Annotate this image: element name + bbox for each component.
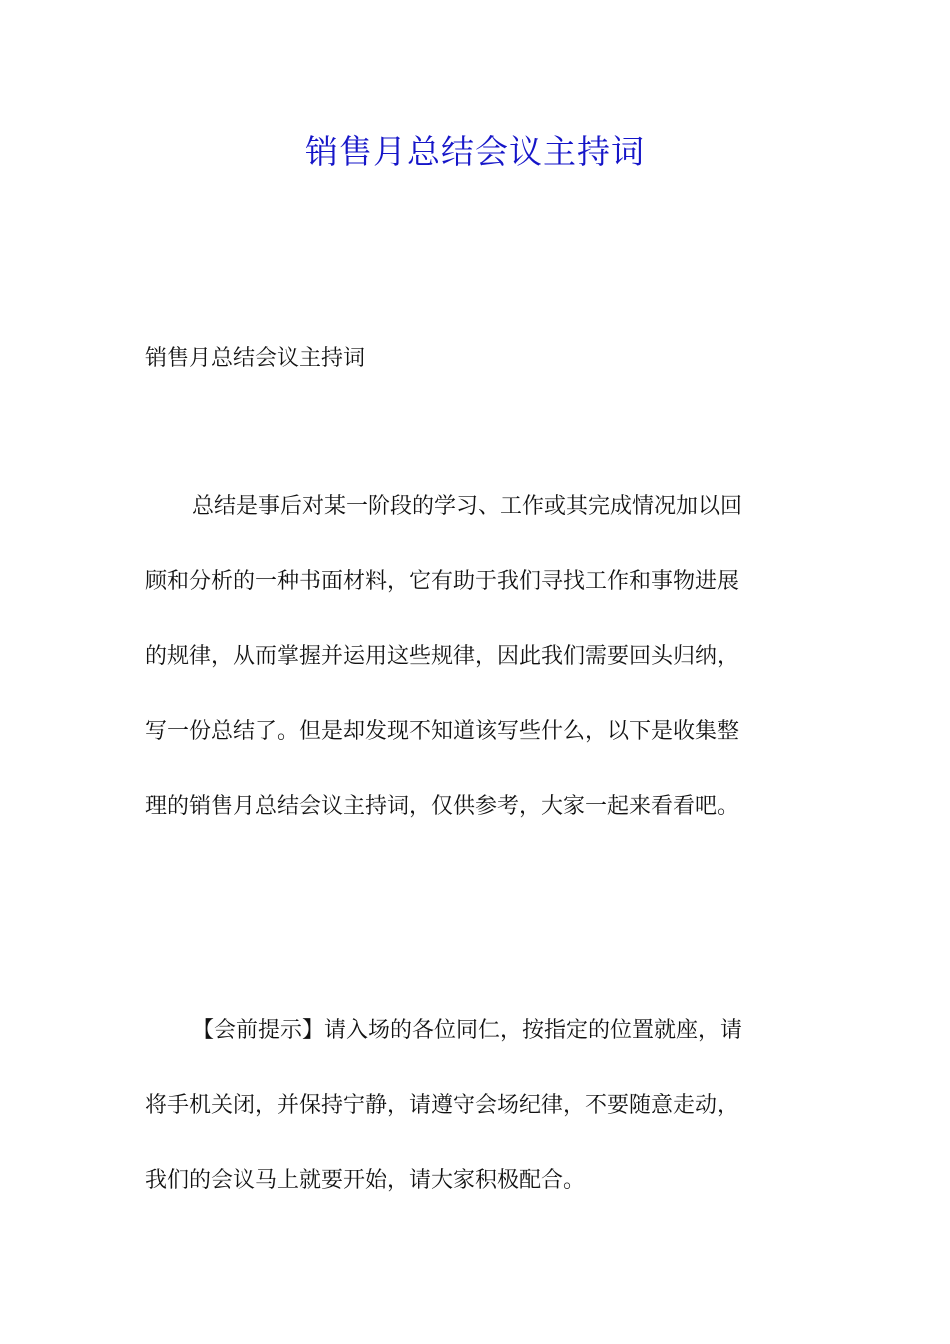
notice-line: 我们的会议马上就要开始，请大家积极配合。 — [145, 1168, 586, 1193]
notice-paragraph — [145, 1014, 810, 1239]
intro-paragraph — [145, 490, 810, 865]
notice-line: 将手机关闭，并保持宁静，请遵守会场纪律，不要随意走动， — [145, 1093, 740, 1118]
intro-line: 写一份总结了。但是却发现不知道该写些什么，以下是收集整 — [145, 719, 740, 744]
notice-line: 【会前提示】请入场的各位同仁，按指定的位置就座，请 — [192, 1018, 743, 1043]
intro-line: 总结是事后对某一阶段的学习、工作或其完成情况加以回 — [192, 494, 743, 519]
intro-line: 的规律，从而掌握并运用这些规律，因此我们需要回头归纳， — [145, 644, 740, 669]
intro-line: 理的销售月总结会议主持词，仅供参考，大家一起来看看吧。 — [145, 794, 740, 819]
document-title: 销售月总结会议主持词 — [305, 132, 645, 171]
intro-line: 顾和分析的一种书面材料，它有助于我们寻找工作和事物进展 — [145, 569, 740, 594]
document-subtitle: 销售月总结会议主持词 — [145, 346, 366, 371]
